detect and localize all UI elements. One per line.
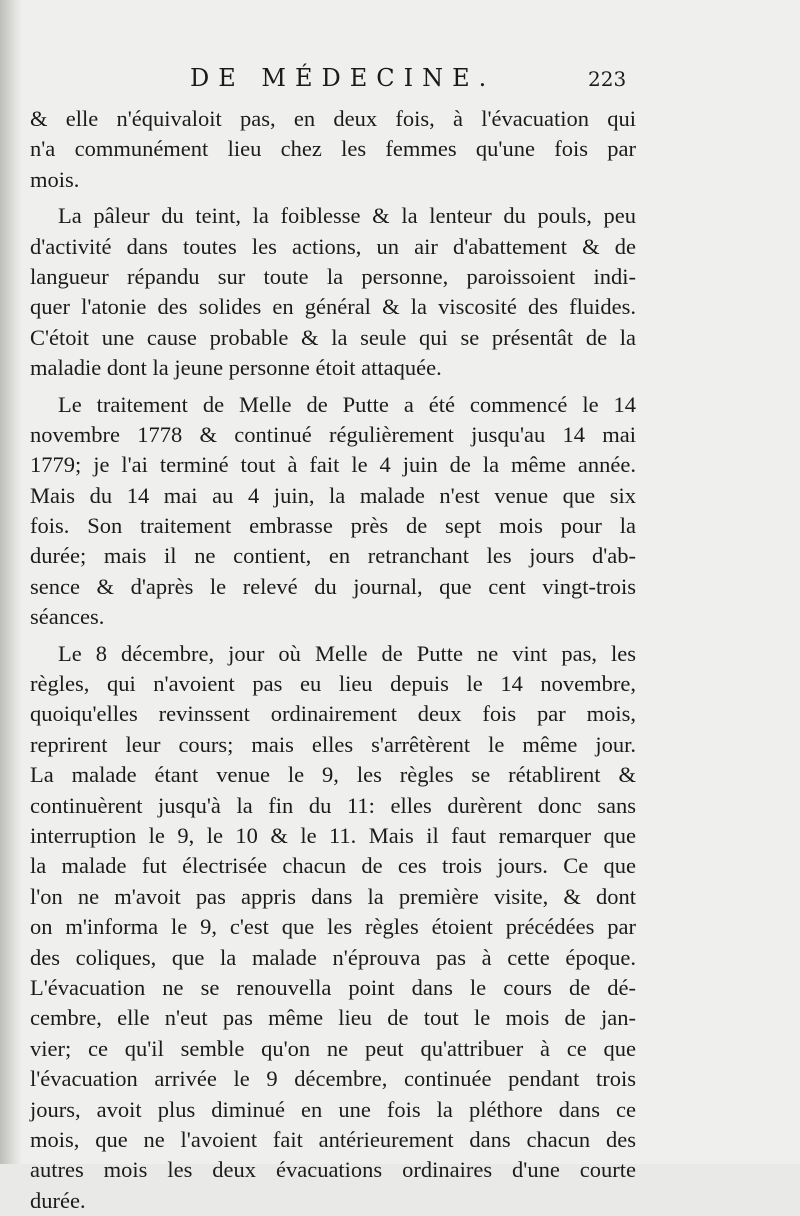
text-line: continuèrent jusqu'à la fin du 11: elles durèrent donc sans bbox=[30, 792, 636, 818]
text-line: vier; ce qu'il semble qu'on ne peut qu'attribuer à ce que bbox=[30, 1035, 636, 1061]
text-line: jours, avoit plus diminué en une fois la pléthore dans ce bbox=[30, 1096, 636, 1122]
text-line: sence & d'après le relevé du journal, que cent vingt-trois bbox=[30, 573, 636, 599]
body-text bbox=[30, 104, 636, 1216]
text-line: Le 8 décembre, jour où Melle de Putte ne vint pas, les bbox=[58, 640, 636, 666]
text-line: mois, que ne l'avoient fait antérieurement dans chacun des bbox=[30, 1126, 636, 1152]
page-gutter-shadow bbox=[0, 0, 22, 1164]
text-line: Mais du 14 mai au 4 juin, la malade n'est venue que six bbox=[30, 482, 636, 508]
text-line: interruption le 9, le 10 & le 11. Mais il faut remarquer que bbox=[30, 822, 636, 848]
text-line: l'évacuation arrivée le 9 décembre, continuée pendant trois bbox=[30, 1066, 636, 1092]
text-line: séances. bbox=[30, 604, 105, 630]
text-line: cembre, elle n'eut pas même lieu de tout le mois de jan- bbox=[30, 1005, 636, 1031]
text-line: novembre 1778 & continué régulièrement jusqu'au 14 mai bbox=[30, 421, 636, 447]
text-line: & elle n'équivaloit pas, en deux fois, à l'évacuation qui bbox=[30, 106, 636, 131]
text-line: durée. bbox=[30, 1187, 86, 1213]
text-line: autres mois les deux évacuations ordinaires d'une courte bbox=[30, 1157, 636, 1183]
text-line: Le traitement de Melle de Putte a été commencé le 14 bbox=[58, 391, 636, 417]
text-line: maladie dont la jeune personne étoit attaquée. bbox=[30, 355, 442, 381]
text-line: L'évacuation ne se renouvella point dans le cours de dé- bbox=[30, 974, 636, 1000]
text-line: des coliques, que la malade n'éprouva pas à cette époque. bbox=[30, 944, 636, 970]
text-line: quer l'atonie des solides en général & la viscosité des fluides. bbox=[30, 294, 636, 320]
text-line: reprirent leur cours; mais elles s'arrêtèrent le même jour. bbox=[30, 731, 636, 757]
page-header bbox=[0, 64, 800, 104]
text-line: quoiqu'elles revinssent ordinairement deux fois par mois, bbox=[30, 701, 636, 727]
text-line: la malade fut électrisée chacun de ces trois jours. Ce que bbox=[30, 853, 636, 879]
text-line: n'a communément lieu chez les femmes qu'une fois par bbox=[30, 136, 636, 162]
text-line: règles, qui n'avoient pas eu lieu depuis le 14 novembre, bbox=[30, 671, 636, 697]
text-line: durée; mais il ne contient, en retranchant les jours d'ab- bbox=[30, 543, 636, 569]
text-line: La malade étant venue le 9, les règles se rétablirent & bbox=[30, 762, 636, 788]
text-line: d'activité dans toutes les actions, un air d'abattement & de bbox=[30, 233, 636, 259]
text-line: l'on ne m'avoit pas appris dans la première visite, & dont bbox=[30, 883, 636, 909]
page-number: 223 bbox=[588, 67, 627, 91]
text-line: on m'informa le 9, c'est que les règles étoient précédées par bbox=[30, 914, 636, 940]
running-head: DE MÉDECINE. bbox=[190, 64, 496, 92]
text-line: mois. bbox=[30, 166, 80, 192]
text-line: C'étoit une cause probable & la seule qui se présentât de la bbox=[30, 324, 636, 350]
text-line: langueur répandu sur toute la personne, paroissoient indi- bbox=[30, 263, 636, 289]
text-line: 1779; je l'ai terminé tout à fait le 4 juin de la même année. bbox=[30, 452, 636, 478]
text-line: fois. Son traitement embrasse près de sept mois pour la bbox=[30, 513, 636, 539]
text-line: La pâleur du teint, la foiblesse & la lenteur du pouls, peu bbox=[58, 203, 636, 229]
